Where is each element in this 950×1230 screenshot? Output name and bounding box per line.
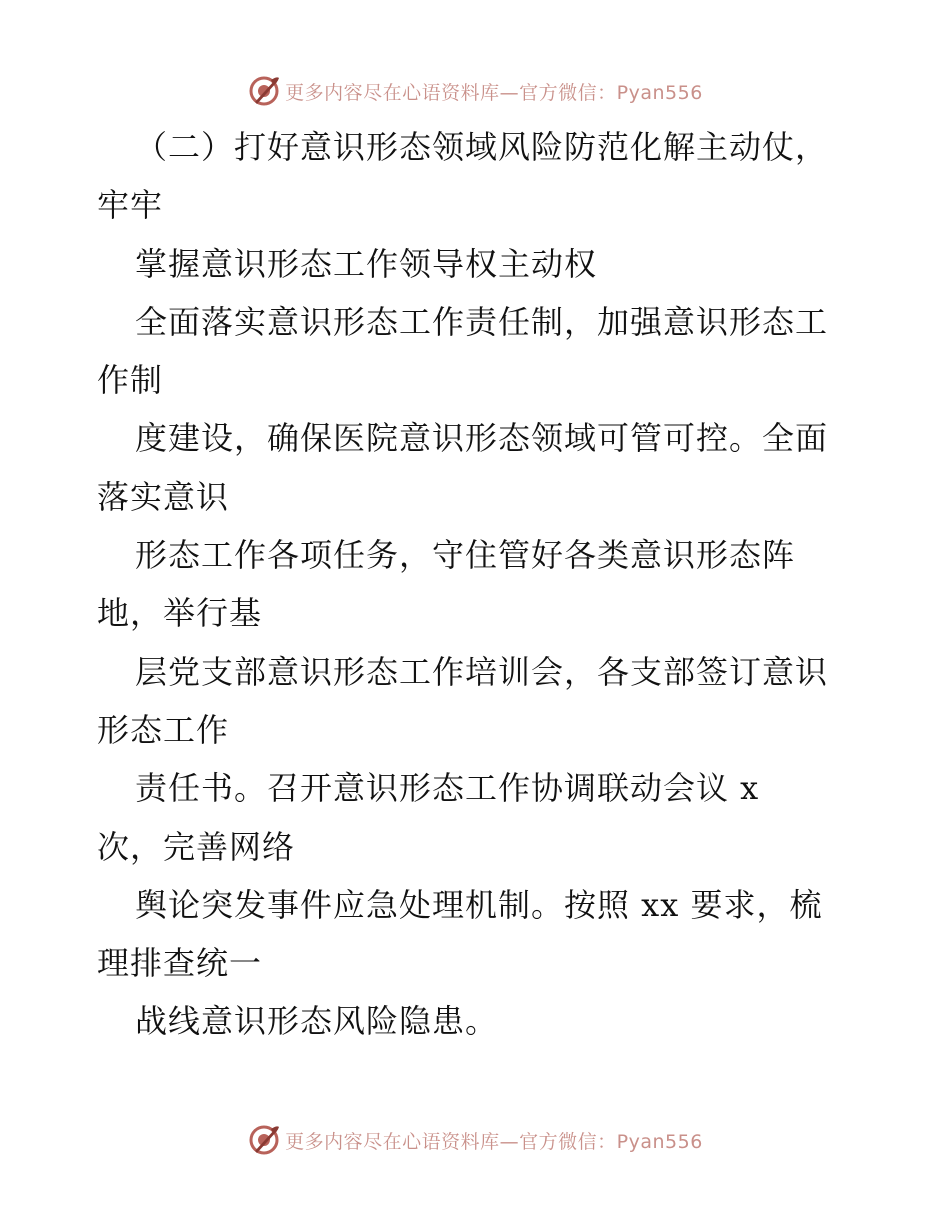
body-line: 落实意识 xyxy=(97,477,230,516)
body-line: 掌握意识形态工作领导权主动权 xyxy=(135,244,598,283)
quill-logo-icon xyxy=(247,1123,281,1157)
quill-logo-icon xyxy=(247,74,281,108)
body-line: 战线意识形态风险隐患。 xyxy=(135,1002,499,1041)
body-line: 地，举行基 xyxy=(97,594,263,633)
body-line: 作制 xyxy=(97,361,164,400)
watermark-footer xyxy=(0,1120,950,1160)
document-body xyxy=(97,118,857,1051)
body-line: 牢牢 xyxy=(97,186,164,225)
body-line: 层党支部意识形态工作培训会，各支部签订意识 xyxy=(135,652,829,691)
watermark-header xyxy=(0,71,950,111)
body-line: 责任书。召开意识形态工作协调联动会议 x xyxy=(135,769,760,808)
body-line: 理排查统一 xyxy=(97,944,263,983)
watermark-text: 更多内容尽在心语资料库—官方微信：Pyan556 xyxy=(285,1130,703,1153)
body-line: 次，完善网络 xyxy=(97,827,296,866)
body-line: 全面落实意识形态工作责任制，加强意识形态工 xyxy=(135,302,829,341)
body-line: 形态工作 xyxy=(97,710,230,749)
body-line: 舆论突发事件应急处理机制。按照 xx 要求，梳 xyxy=(135,885,823,924)
body-line: 形态工作各项任务，守住管好各类意识形态阵 xyxy=(135,536,796,575)
body-line: 度建设，确保医院意识形态领域可管可控。全面 xyxy=(135,419,829,458)
body-line: （二）打好意识形态领域风险防范化解主动仗， xyxy=(135,128,829,166)
watermark-text: 更多内容尽在心语资料库—官方微信：Pyan556 xyxy=(285,81,703,104)
